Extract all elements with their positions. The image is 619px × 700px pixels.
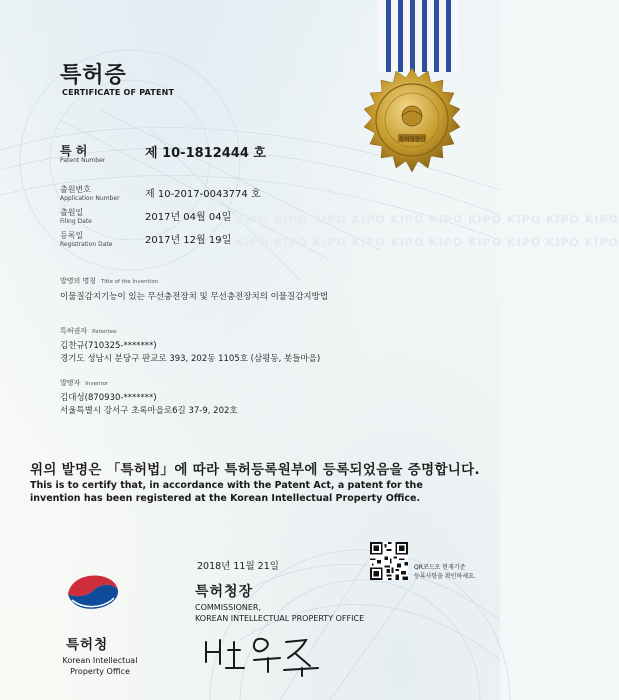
commissioner-line1: COMMISSIONER,: [195, 603, 261, 612]
filing-date-value: 2017년 04월 04일: [145, 212, 232, 223]
invention-title: 이물질감지기능이 있는 무선충전장치 및 무선충전장치의 이물질감지방법: [60, 292, 329, 302]
application-number-label-en: Application Number: [60, 195, 120, 202]
patentee-name: 김찬규(710325-*******): [60, 341, 157, 351]
certificate-title-en: CERTIFICATE OF PATENT: [62, 88, 175, 97]
commissioner-title-en: [195, 602, 364, 624]
kipo-name-en-line1: Korean Intellectual: [62, 656, 138, 665]
certificate-title: 특허증: [60, 63, 127, 88]
issue-date: 2018년 11월 21일: [197, 561, 279, 572]
inventor-name: 김대성(870930-*******): [60, 393, 157, 403]
registration-date-label-en: Registration Date: [60, 241, 113, 248]
filing-date-label-en: Filing Date: [60, 218, 92, 225]
seal-text: 특허청장인: [398, 137, 426, 143]
qr-note: [414, 563, 484, 581]
kipo-name-en-line2: Property Office: [70, 667, 130, 676]
patentee-label: [60, 326, 116, 336]
patent-number-label: 특 허: [60, 144, 88, 158]
registration-date-value: 2017년 12월 19일: [145, 235, 232, 246]
qr-code-icon[interactable]: [370, 542, 408, 580]
certification-statement-ko: 위의 발명은 「특허법」에 따라 특허등록원부에 등록되었음을 증명합니다.: [30, 462, 480, 478]
invention-label-en: Title of the Invention: [101, 279, 159, 285]
registration-date-label: 등록일: [60, 231, 84, 240]
patentee-label-en: Patentee: [92, 329, 117, 335]
patent-number-label-en: Patent Number: [60, 157, 106, 164]
inventor-label-ko: 발명자: [60, 379, 81, 387]
inventor-address: 서울특별시 강서구 초록마을로6길 37-9, 202호: [60, 406, 238, 416]
qr-note-line1: QR코드로 현재기준: [414, 564, 466, 571]
watermark-text: KIPO KIPO KIPO KIPO KIPO KIPO KIPO KIPO KIPO KIPO: [235, 213, 619, 226]
watermark-text-row2: KIPO KIPO KIPO KIPO KIPO KIPO KIPO KIPO KIPO KIPO: [235, 236, 619, 249]
commissioner-line2: KOREAN INTELLECTUAL PROPERTY OFFICE: [195, 614, 365, 623]
qr-note-line2: 등록사항을 확인하세요.: [414, 573, 476, 580]
kipo-name-en: [40, 655, 160, 677]
inventor-label: [60, 378, 108, 388]
patentee-label-ko: 특허권자: [60, 327, 88, 335]
filing-date-label: 출원일: [60, 208, 84, 217]
commissioner-title: 특허청장: [195, 584, 254, 600]
application-number-value: 제 10-2017-0043774 호: [145, 189, 261, 200]
application-number-label: 출원번호: [60, 185, 91, 194]
kipo-name-ko: 특허청: [66, 637, 109, 653]
kipo-logo-icon: [62, 560, 124, 622]
patent-number-value: 제 10-1812444 호: [145, 146, 266, 161]
patentee-address: 경기도 성남시 분당구 판교로 393, 202동 1105호 (삼평동, 봇들마을): [60, 354, 321, 364]
inventor-label-en: Inventor: [85, 381, 109, 387]
signature-text: [210, 642, 242, 655]
gold-seal-icon: [354, 60, 470, 200]
certification-statement-en: This is to certify that, in accordance with the Patent Act, a patent for the invention has been registered at the Korean Intellectual Property Office.: [30, 480, 423, 504]
invention-label-ko: 발명의 명칭: [60, 277, 97, 285]
invention-label: [60, 276, 158, 286]
